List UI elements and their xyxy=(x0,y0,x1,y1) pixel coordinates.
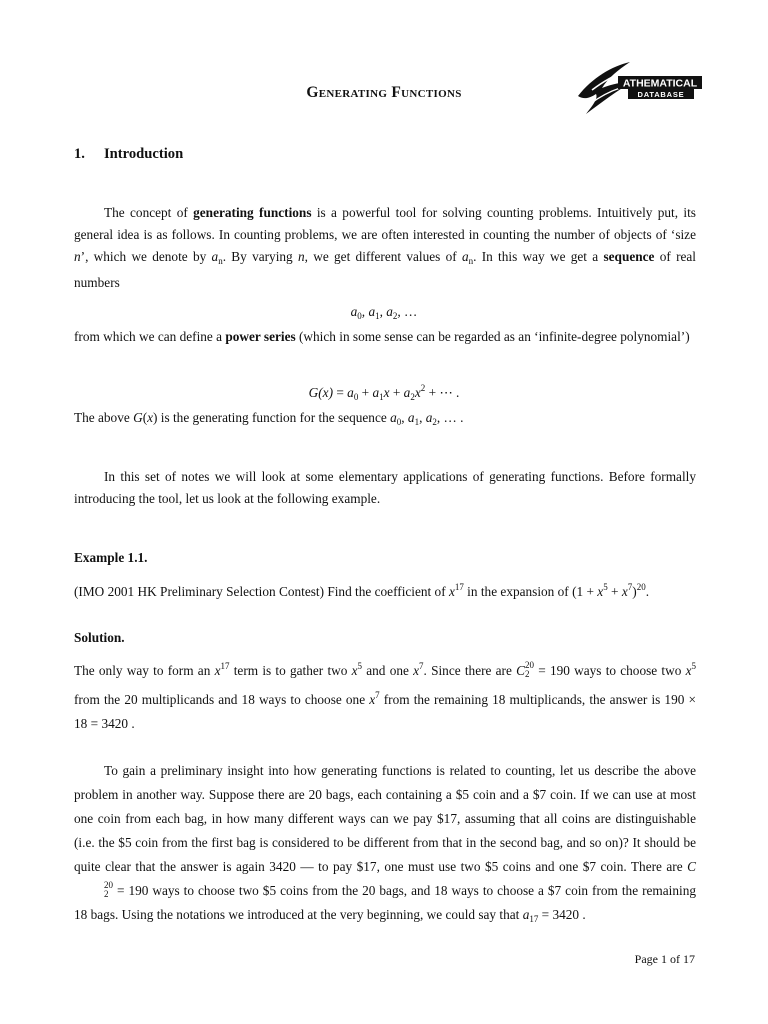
mathematical-database-logo xyxy=(572,58,704,120)
power-series-paragraph: from which we can define a power series (which in some sense can be regarded as an ‘infinite-degree polynomial’) xyxy=(74,329,690,344)
generating-function-paragraph: The above G(x) is the generating function for the sequence $a_0$, $a_1$, $a_2$, … . xyxy=(74,410,464,427)
notes-paragraph: In this set of notes we will look at some elementary applications of generating functions. Before formally introducing the tool, let us look at the following example. xyxy=(74,469,696,506)
section-title: Introduction xyxy=(104,146,184,162)
page-title: Generating Functions xyxy=(306,84,462,101)
intro-paragraph: The concept of generating functions is a powerful tool for solving counting problems. Intuitively put, its general idea is as follows. In counting problems, we are often interested in counting the number of objects of ‘size n’, which we denote by $a_n$. By varying n, we get different values of $a_n$. In this way we get a sequence of real numbers xyxy=(74,205,696,290)
page-number: Page 1 of 17 xyxy=(634,952,695,966)
coin-bags-paragraph: To gain a preliminary insight into how generating functions is related to counting, let us describe the above problem in another way. Suppose there are 20 bags, each containing a $5 coin and a $7 coin. If we can use at most one coin from each bag, in how many different ways can we pay $17, assuming that all coins are distinguishable (i.e. the $5 coin from the first bag is considered to be different from that in the second bag, and so on)? It should be quite clear that the answer is again 3420 — to pay $17, one must use two $5 coins and one $7 coin. There are C 20 2 = 190 ways to choose two $5 coins from the 20 bags, and 18 ways to choose a $7 coin from the remaining 18 bags. Using the notations we introduced at the very beginning, we could say that $a_{17} = 3420$ . xyxy=(74,763,696,924)
generating-function-display: $G(x) = a_0 + a_1x + a_2x^2$ + ⋯ . xyxy=(308,383,460,402)
logo-text-line1: ATHEMATICAL xyxy=(622,77,698,90)
section-number: 1. xyxy=(74,146,85,162)
example-statement: (IMO 2001 HK Preliminary Selection Contest) Find the coefficient of $x^{17}$ in the expansion of $(1 + x^5 + x^7)^{20}$. xyxy=(74,582,650,599)
solution-paragraph: The only way to form an $x^{17}$ term is to gather two $x^5$ and one $x^7$. Since there are C 20 2 = 190 ways to choose two $x^5$ from the 20 multiplicands and 18 ways to choose one $x^7$ from the remaining 18 multiplicands, the answer is 190 × 18 = 3420 . xyxy=(74,660,696,731)
solution-heading: Solution. xyxy=(74,630,125,645)
section-heading xyxy=(74,143,183,165)
sequence-display: $a_0$, $a_1$, $a_2$, … xyxy=(350,304,418,321)
example-heading: Example 1.1. xyxy=(74,550,148,565)
logo-text-line2: DATABASE xyxy=(637,90,685,99)
